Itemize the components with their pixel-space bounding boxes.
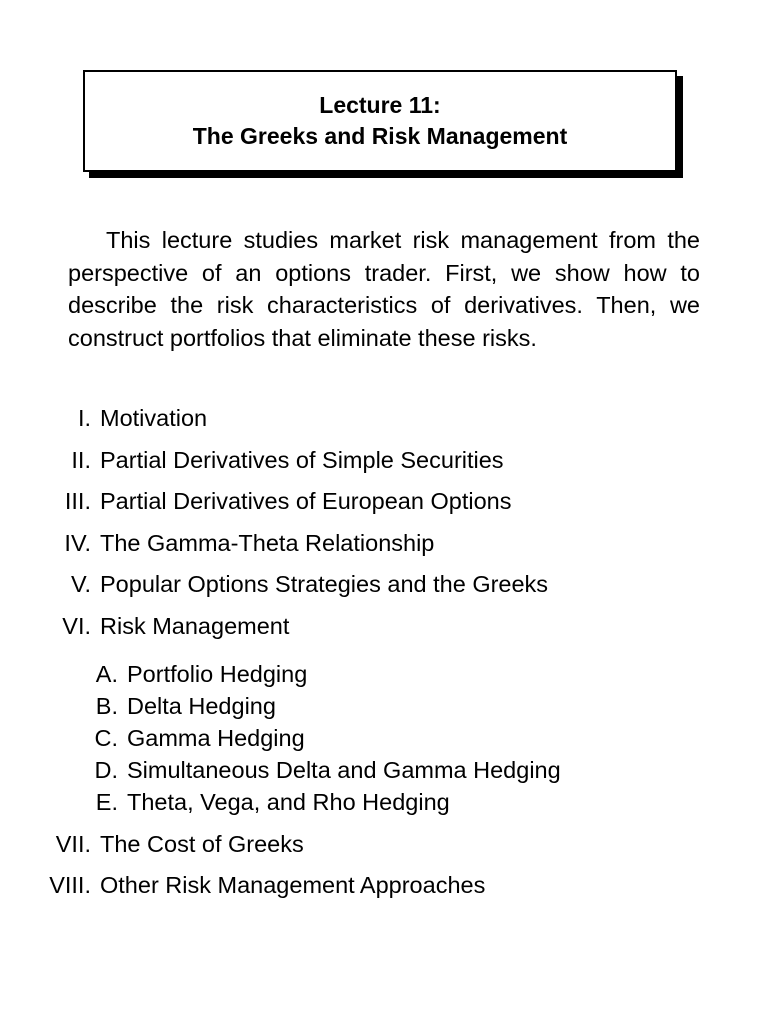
outline-item-number: V.	[70, 571, 91, 597]
outline-subitem	[0, 756, 768, 784]
outline-item	[0, 529, 768, 557]
outline-item	[0, 570, 768, 598]
intro-paragraph: This lecture studies market risk management from the perspective of an options trader. First, we show how to describe the risk characteristics of derivatives. Then, we construct portfolios that eliminate these risks.	[68, 227, 700, 351]
outline-subitem-letter: A.	[95, 661, 118, 687]
outline-item-label: Motivation	[100, 405, 208, 431]
outline-item	[0, 404, 768, 432]
outline-subitem	[0, 724, 768, 752]
outline-item-label: The Cost of Greeks	[100, 831, 304, 857]
outline-item	[0, 612, 768, 640]
outline-item-label: Partial Derivatives of European Options	[100, 488, 512, 514]
outline-item-label: Other Risk Management Approaches	[100, 872, 486, 898]
outline-item-number: II.	[71, 447, 91, 473]
outline-subitem	[0, 660, 768, 688]
outline-item-number: I.	[77, 405, 91, 431]
outline-item-label: Risk Management	[100, 613, 290, 639]
lecture-title-box	[83, 70, 677, 172]
outline-subitem-label: Simultaneous Delta and Gamma Hedging	[127, 757, 561, 783]
outline-subitem-letter: E.	[95, 789, 118, 815]
lecture-title: The Greeks and Risk Management	[192, 123, 568, 149]
outline-subitem-label: Gamma Hedging	[127, 725, 305, 751]
outline-subitem-letter: D.	[94, 757, 118, 783]
outline-subitem	[0, 692, 768, 720]
outline-subitem-label: Theta, Vega, and Rho Hedging	[127, 789, 450, 815]
lecture-number: Lecture 11:	[319, 92, 441, 118]
outline-subitem-letter: C.	[94, 725, 118, 751]
outline-subitem-label: Portfolio Hedging	[127, 661, 308, 687]
outline-item-number: VI.	[62, 613, 91, 639]
outline-item-label: Popular Options Strategies and the Greeks	[100, 571, 549, 597]
outline-item	[0, 446, 768, 474]
outline-item-number: VIII.	[49, 872, 91, 898]
outline-item-label: Partial Derivatives of Simple Securities	[100, 447, 504, 473]
outline-item	[0, 487, 768, 515]
outline-item-number: III.	[64, 488, 91, 514]
outline-item-number: VII.	[55, 831, 91, 857]
outline-subitem-letter: B.	[95, 693, 118, 719]
outline-subitem	[0, 788, 768, 816]
outline-item-number: IV.	[64, 530, 91, 556]
outline-item	[0, 830, 768, 858]
outline-item-label: The Gamma-Theta Relationship	[100, 530, 435, 556]
outline-item	[0, 871, 768, 899]
outline-subitem-label: Delta Hedging	[127, 693, 276, 719]
